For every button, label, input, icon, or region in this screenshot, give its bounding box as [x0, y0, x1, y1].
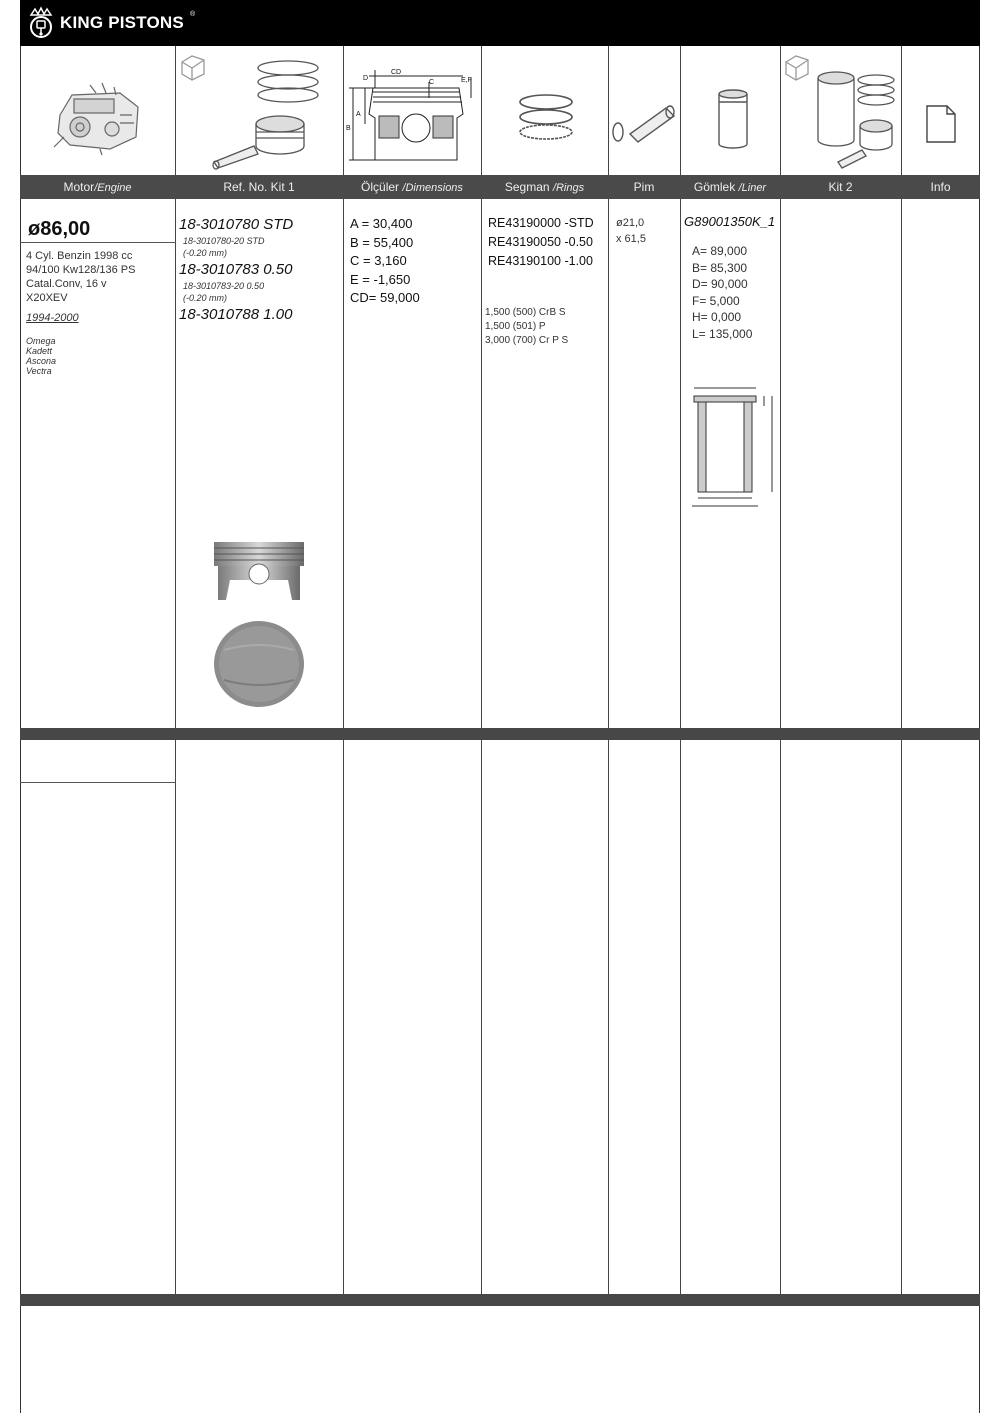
ring-codes [488, 214, 594, 271]
engine-years: 1994-2000 [26, 312, 79, 324]
brand-registered-mark: ® [189, 10, 196, 18]
header-rings: Segman /Rings [504, 180, 585, 194]
section-separator [20, 728, 980, 740]
bore-underline [20, 242, 176, 243]
ref-code: 18-3010780 STD [179, 216, 294, 233]
pin-spec: ø21,0 x 61,5 [616, 217, 646, 245]
diagram-label-cd: CD [391, 69, 402, 76]
header-pin: Pim [633, 180, 655, 194]
engine-icon [50, 75, 148, 157]
ref-code: 18-3010788 1.00 [179, 306, 293, 323]
ring-code: RE43190050 -0.50 [488, 235, 593, 249]
diagram-label-ef: E,F [461, 77, 472, 84]
ref-code: 18-3010783 0.50 [179, 261, 293, 278]
col-divider [901, 46, 902, 1294]
piston-top-view [212, 620, 306, 708]
kit2-icon [782, 52, 900, 170]
rings-icon [515, 92, 577, 144]
ring-specs [485, 306, 568, 348]
ring-code: RE43190100 -1.00 [488, 254, 593, 268]
empty-row-divider [20, 782, 176, 783]
ref-subcode: 18-3010783-20 0.50 [183, 281, 265, 291]
col-divider [343, 46, 344, 1294]
liner-icon [716, 88, 750, 150]
header-engine: Motor/Engine [63, 180, 132, 194]
ring-spec: 1,500 (501) P [485, 321, 546, 332]
section-separator [20, 1294, 980, 1306]
liner-code: G89001350K_1 [684, 214, 776, 229]
col-divider [608, 46, 609, 1294]
piston-side-view [212, 540, 306, 602]
dimension-e: E = -1,650 [350, 271, 411, 287]
col-divider [780, 46, 781, 1294]
liner-dimension-diagram [688, 384, 778, 510]
ref-subnote: (-0.20 mm) [183, 248, 228, 258]
liner-values: A= 89,000 B= 85,300 D= 90,000 F= 5,000 H= 0,000 L= 135,000 [692, 244, 753, 341]
vehicle-models: Omega Kadett Ascona Vectra [26, 336, 57, 376]
diagram-label-d: D [363, 75, 369, 82]
col-divider [175, 46, 176, 1294]
ref-subcode: 18-3010780-20 STD [183, 236, 265, 246]
ring-code: RE43190000 -STD [488, 216, 594, 230]
brand-name: KING PISTONS [60, 13, 184, 32]
diagram-label-b: B [346, 125, 351, 132]
ref-list [179, 216, 293, 323]
pin-icon [610, 100, 678, 146]
ring-spec: 3,000 (700) Cr P S [485, 335, 569, 346]
kit1-icon [178, 52, 340, 170]
ring-spec: 1,500 (500) CrB S [485, 307, 566, 318]
dimension-list [350, 215, 420, 308]
document-icon [925, 104, 957, 144]
ref-subnote: (-0.20 mm) [183, 293, 228, 303]
col-divider [481, 46, 482, 1294]
piston-dimension-diagram [345, 64, 481, 166]
brand-logo [28, 6, 195, 40]
header-ref-kit1: Ref. No. Kit 1 [223, 180, 295, 194]
dimension-c: C = 3,160 [350, 253, 407, 268]
header-info: Info [930, 180, 951, 194]
top-bar [20, 0, 980, 46]
bore-diameter: ø86,00 [28, 218, 91, 240]
header-kit2: Kit 2 [828, 180, 853, 194]
dimension-a: A = 30,400 [350, 216, 413, 231]
column-header-bar [20, 175, 980, 199]
crown-piston-icon [28, 6, 54, 40]
header-dimensions: Ölçüler /Dimensions [361, 180, 463, 194]
diagram-label-a: A [356, 111, 361, 118]
header-liner: Gömlek /Liner [693, 180, 767, 194]
dimension-b: B = 55,400 [350, 234, 414, 250]
diagram-label-c: C [429, 79, 435, 86]
page-frame [20, 0, 980, 1413]
engine-description: 4 Cyl. Benzin 1998 cc 94/100 Kw128/136 PS Catal.Conv, 16 v X20XEV [26, 250, 136, 304]
col-divider [680, 46, 681, 1294]
dimension-cd: CD= 59,000 [350, 290, 420, 305]
